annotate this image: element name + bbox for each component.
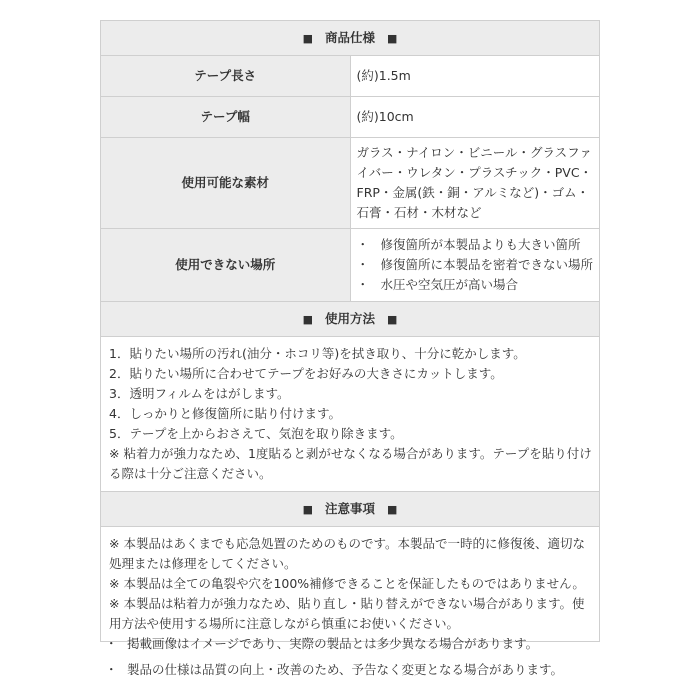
- square-marker-icon: ■: [387, 502, 398, 516]
- square-marker-icon: ■: [302, 31, 313, 45]
- list-item: ・ 掲載画像はイメージであり、実際の製品とは多少異なる場合があります。: [105, 636, 539, 651]
- spec-label: テープ長さ: [101, 56, 351, 97]
- product-spec-table: [100, 20, 600, 642]
- spec-value: [350, 229, 600, 302]
- spec-section-title: 商品仕様: [324, 29, 375, 45]
- list-item: 3．透明フィルムをはがします。: [109, 386, 290, 401]
- square-marker-icon: ■: [302, 502, 313, 516]
- square-marker-icon: ■: [302, 312, 313, 326]
- spec-row-unusable-places: [101, 229, 600, 302]
- footer-notes: [105, 636, 563, 688]
- spec-row-length: [101, 56, 600, 97]
- spec-value: (約)10cm: [350, 97, 600, 138]
- list-item: ※ 粘着力が強力なため、1度貼ると剥がせなくなる場合があります。テープを貼り付ける際は十分ご注意ください。: [109, 446, 592, 481]
- spec-value: (約)1.5m: [350, 56, 600, 97]
- spec-section-header: [101, 21, 600, 56]
- list-item: ・ 製品の仕様は品質の向上・改善のため、予告なく変更となる場合があります。: [105, 662, 564, 677]
- list-item: 2．貼りたい場所に合わせてテープをお好みの大きさにカットします。: [109, 366, 503, 381]
- spec-row-width: [101, 97, 600, 138]
- list-item: ・ 修復箇所に本製品を密着できない場所: [357, 255, 594, 275]
- usage-steps: [101, 337, 600, 492]
- bullet-icon: ・: [105, 636, 118, 651]
- spec-label: テープ幅: [101, 97, 351, 138]
- bullet-icon: ・: [105, 662, 118, 677]
- spec-label: 使用可能な素材: [101, 138, 351, 229]
- square-marker-icon: ■: [387, 312, 398, 326]
- list-item: ※ 本製品はあくまでも応急処置のためのものです。本製品で一時的に修復後、適切な処理または修理をしてください。: [109, 536, 585, 571]
- spec-row-materials: [101, 138, 600, 229]
- bullet-icon: ・: [356, 257, 370, 272]
- list-item: 4．しっかりと修復箇所に貼り付けます。: [109, 406, 341, 421]
- product-info-panel: [100, 20, 600, 642]
- list-item: ※ 本製品は全ての亀裂や穴を100%補修できることを保証したものではありません。: [109, 576, 585, 591]
- bullet-icon: ・: [356, 277, 370, 292]
- list-item: ・ 水圧や空気圧が高い場合: [357, 275, 594, 295]
- usage-section-header: [101, 302, 600, 337]
- spec-value: ガラス・ナイロン・ビニール・グラスファイバー・ウレタン・プラスチック・PVC・FRP・金属(鉄・銅・アルミなど)・ゴム・石膏・石材・木材など: [350, 138, 600, 229]
- square-marker-icon: ■: [387, 31, 398, 45]
- spec-label: 使用できない場所: [101, 229, 351, 302]
- list-item: ※ 本製品は粘着力が強力なため、貼り直し・貼り替えができない場合があります。使用方法や使用する場所に注意しながら慎重にお使いください。: [109, 596, 585, 631]
- caution-section-header: [101, 492, 600, 527]
- bullet-icon: ・: [356, 237, 370, 252]
- caution-section-title: 注意事項: [324, 500, 375, 516]
- caution-notes: [101, 527, 600, 642]
- list-item: ・ 修復箇所が本製品よりも大きい箇所: [357, 235, 594, 255]
- list-item: 1．貼りたい場所の汚れ(油分・ホコリ等)を拭き取り、十分に乾かします。: [109, 346, 526, 361]
- usage-section-title: 使用方法: [324, 310, 375, 326]
- list-item: 5．テープを上からおさえて、気泡を取り除きます。: [109, 426, 403, 441]
